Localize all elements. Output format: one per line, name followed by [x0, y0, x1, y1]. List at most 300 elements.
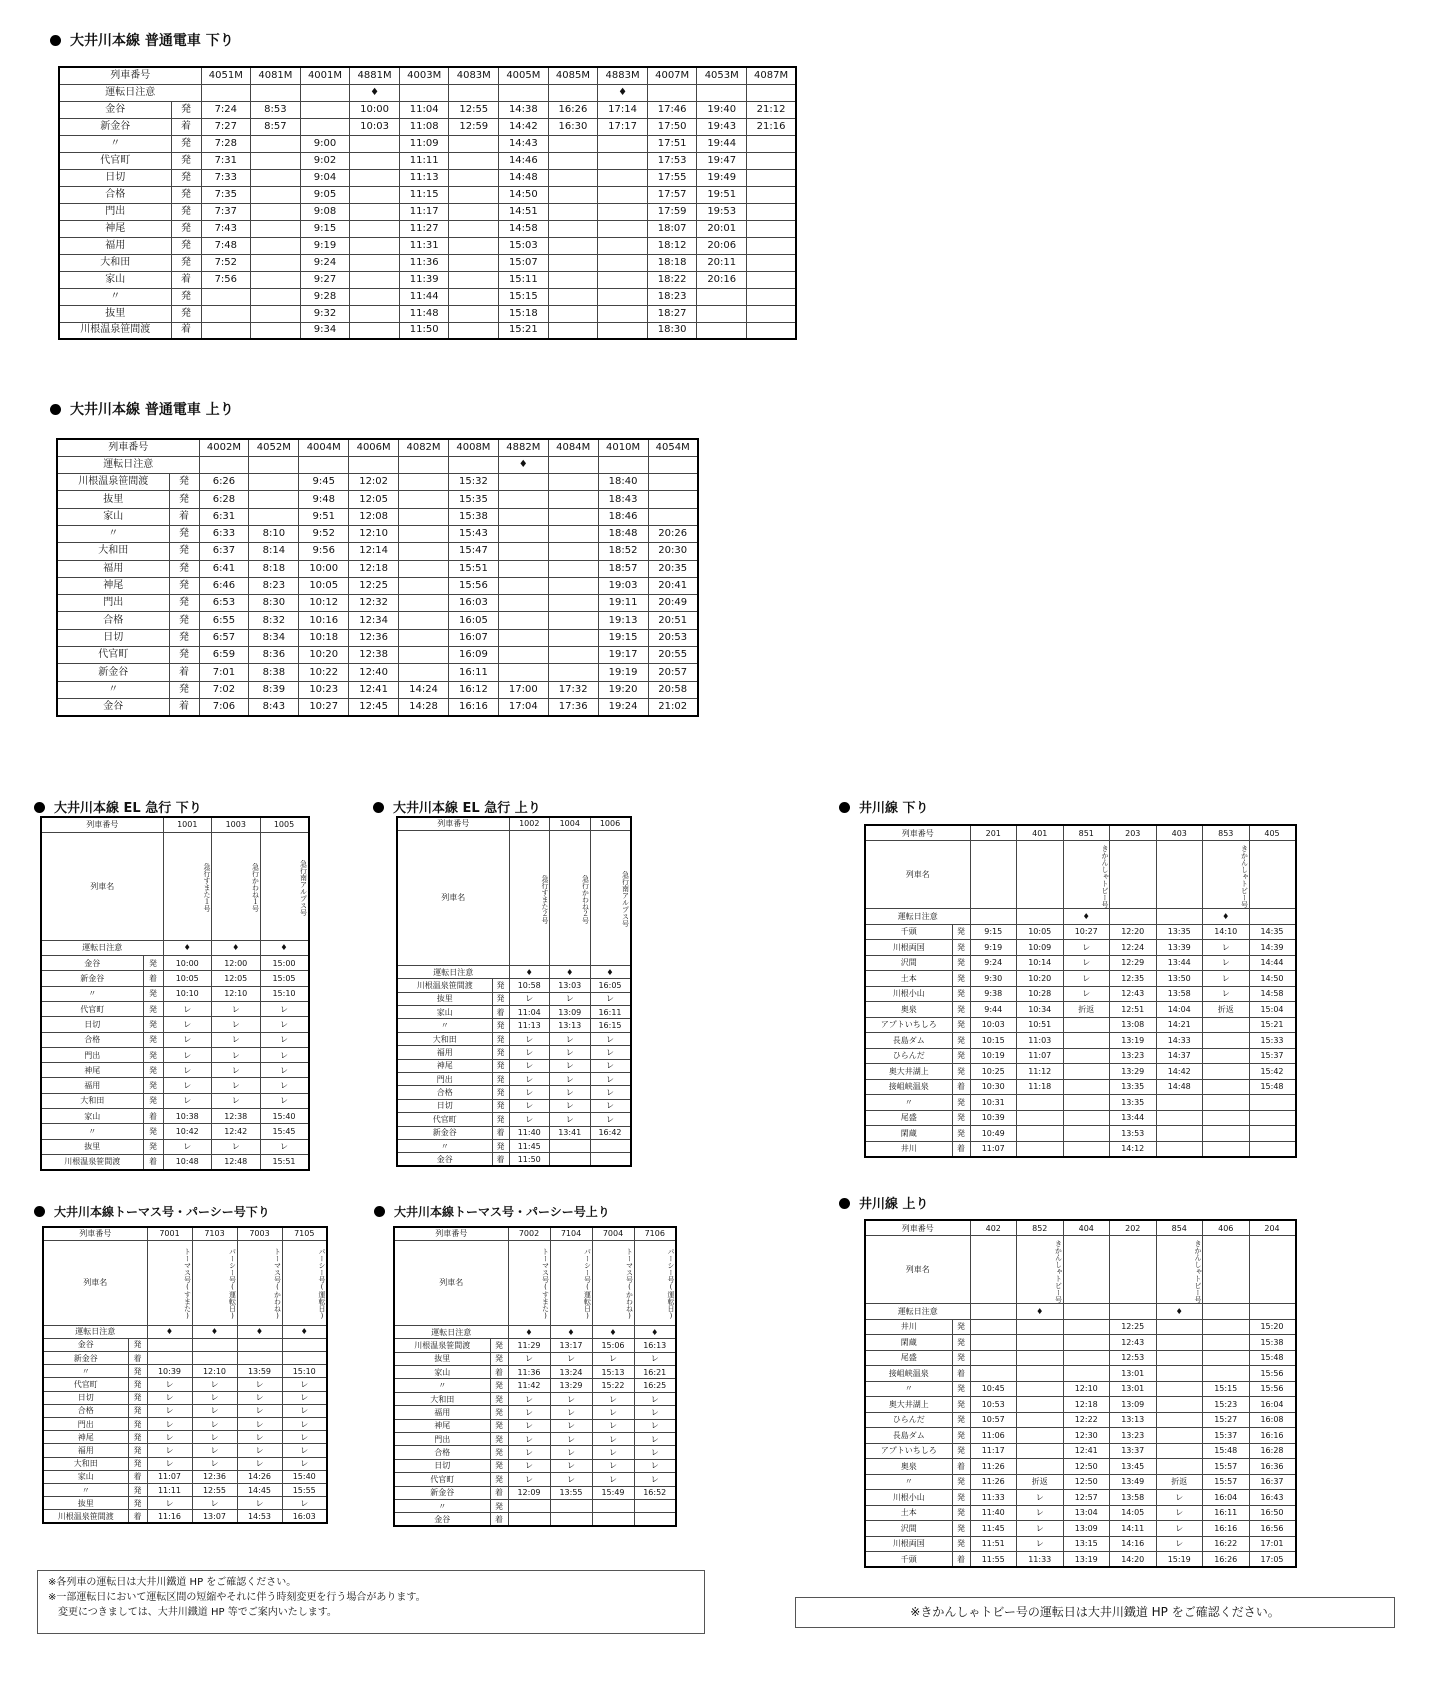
time-cell: 折返 [1063, 1002, 1110, 1018]
table-row [865, 1048, 1296, 1064]
time-cell: レ [550, 1059, 591, 1072]
time-cell: 10:20 [299, 647, 349, 664]
train-name [1249, 841, 1296, 909]
time-cell: 9:24 [970, 955, 1017, 971]
time-cell [1156, 1366, 1203, 1382]
time-cell: 10:39 [147, 1365, 192, 1378]
time-cell: 12:24 [1110, 940, 1157, 956]
time-cell: 13:03 [550, 979, 591, 992]
bullet-icon [50, 35, 61, 46]
station-name: 新金谷 [41, 971, 143, 986]
station-name: 〃 [59, 288, 171, 305]
arr-dep-mark: 発 [169, 560, 199, 577]
time-cell: 10:31 [970, 1095, 1017, 1111]
time-cell: 6:53 [199, 595, 249, 612]
time-cell: 18:57 [598, 560, 648, 577]
time-cell: 14:50 [499, 186, 549, 203]
empty-cell [499, 84, 549, 101]
time-cell: 7:06 [199, 698, 249, 715]
time-cell: 19:43 [697, 118, 747, 135]
time-cell: 13:01 [1110, 1381, 1157, 1397]
bullet-icon [839, 1198, 850, 1209]
time-cell: 16:56 [1249, 1521, 1296, 1537]
time-cell: 12:08 [349, 508, 399, 525]
table-row [41, 1124, 309, 1139]
time-cell [147, 1352, 192, 1365]
time-cell: 6:41 [199, 560, 249, 577]
time-cell: 12:32 [349, 595, 399, 612]
train-number: 401 [1017, 825, 1064, 841]
time-cell [399, 543, 449, 560]
table-row [41, 971, 309, 986]
time-cell: 11:08 [399, 118, 449, 135]
arr-dep-mark: 着 [128, 1510, 147, 1523]
time-cell: 16:26 [548, 101, 598, 118]
time-cell: 16:28 [1249, 1443, 1296, 1459]
time-cell: レ [147, 1431, 192, 1444]
time-cell [449, 271, 499, 288]
table-row [59, 135, 796, 152]
time-cell: 20:16 [697, 271, 747, 288]
time-cell: 15:56 [1249, 1366, 1296, 1382]
train-name: パーシー号(運転日) [634, 1240, 676, 1325]
day-note-header: 運転日注意 [865, 909, 970, 925]
time-cell: レ [163, 1139, 212, 1154]
time-cell: 13:37 [1110, 1443, 1157, 1459]
table-row [397, 992, 631, 1005]
time-cell: レ [1017, 1490, 1064, 1506]
time-cell: 17:55 [647, 169, 697, 186]
time-cell: 17:59 [647, 203, 697, 220]
time-cell: 12:20 [1110, 924, 1157, 940]
train-name: 急行南アルプス号 [590, 830, 631, 965]
time-cell: 15:56 [1249, 1381, 1296, 1397]
station-name: 神尾 [59, 220, 171, 237]
time-cell: レ [508, 1433, 550, 1446]
time-cell [449, 254, 499, 271]
time-cell: レ [282, 1418, 327, 1431]
day-note-header: 運転日注意 [43, 1325, 147, 1338]
arr-dep-mark: 着 [492, 1126, 509, 1139]
table-row [59, 322, 796, 339]
time-cell [1063, 1335, 1110, 1351]
time-cell: 12:41 [349, 681, 399, 698]
time-cell: 12:02 [349, 474, 399, 491]
time-cell [1063, 1095, 1110, 1111]
arr-dep-mark: 着 [169, 664, 199, 681]
time-cell [1156, 1095, 1203, 1111]
station-name: 金谷 [57, 698, 169, 715]
time-cell: レ [1063, 940, 1110, 956]
bullet-icon [373, 802, 384, 813]
time-cell: 15:57 [1203, 1459, 1250, 1475]
time-cell: 11:33 [1017, 1552, 1064, 1568]
time-cell: 10:18 [299, 629, 349, 646]
time-cell [747, 169, 797, 186]
arr-dep-mark: 発 [128, 1378, 147, 1391]
time-cell: レ [508, 1406, 550, 1419]
table-row [865, 1095, 1296, 1111]
time-cell: レ [260, 1078, 309, 1093]
time-cell: 16:05 [590, 979, 631, 992]
time-cell: 20:49 [648, 595, 698, 612]
table-row [865, 1002, 1296, 1018]
time-cell: 12:43 [1110, 1335, 1157, 1351]
arr-dep-mark: 発 [490, 1433, 508, 1446]
time-cell: 11:44 [399, 288, 449, 305]
time-cell [648, 474, 698, 491]
time-cell: 13:19 [1063, 1552, 1110, 1568]
time-cell: 9:32 [300, 305, 350, 322]
time-cell [548, 474, 598, 491]
train-number: 405 [1249, 825, 1296, 841]
time-cell: レ [590, 992, 631, 1005]
time-cell: レ [550, 1113, 591, 1126]
time-cell: 16:50 [1249, 1505, 1296, 1521]
station-name: 神尾 [41, 1063, 143, 1078]
time-cell: 11:07 [1017, 1048, 1064, 1064]
train-number: 1003 [212, 817, 261, 832]
train-number: 4006M [349, 439, 399, 456]
train-number: 4882M [498, 439, 548, 456]
train-number: 4883M [598, 67, 648, 84]
time-cell: 7:01 [199, 664, 249, 681]
arr-dep-mark: 着 [492, 1153, 509, 1166]
time-cell [598, 135, 648, 152]
time-cell [1156, 1381, 1203, 1397]
table-row [394, 1486, 676, 1499]
arr-dep-mark: 発 [143, 1032, 163, 1047]
time-cell: 12:00 [212, 956, 261, 971]
time-cell: 11:29 [508, 1339, 550, 1352]
station-name: 〃 [57, 525, 169, 542]
time-cell: レ [590, 1059, 631, 1072]
diamond-icon: ♦ [592, 1325, 634, 1338]
time-cell: 13:35 [1110, 1079, 1157, 1095]
time-cell [251, 322, 301, 339]
timetable-el-up [396, 816, 632, 1167]
time-cell [201, 305, 251, 322]
train-name: きかんしゃトビー号 [1017, 1236, 1064, 1304]
empty-cell [648, 456, 698, 473]
time-cell [970, 1350, 1017, 1366]
time-cell: 16:30 [548, 118, 598, 135]
table-row [397, 1019, 631, 1032]
time-cell [548, 647, 598, 664]
table-row [43, 1470, 327, 1483]
station-name: 福用 [43, 1444, 128, 1457]
time-cell: レ [1156, 1521, 1203, 1537]
section-title-local-up: 大井川本線 普通電車 上り [50, 399, 234, 419]
time-cell [590, 1139, 631, 1152]
arr-dep-mark: 発 [171, 135, 201, 152]
train-number: 4005M [499, 67, 549, 84]
time-cell: 12:38 [212, 1109, 261, 1124]
train-name: きかんしゃトビー号 [1063, 841, 1110, 909]
time-cell: 11:16 [147, 1510, 192, 1523]
station-name: 土本 [865, 971, 952, 987]
time-cell: 17:51 [647, 135, 697, 152]
time-cell [350, 237, 400, 254]
time-cell: レ [550, 1419, 592, 1432]
time-cell: 16:13 [634, 1339, 676, 1352]
station-name: 〃 [865, 1474, 952, 1490]
time-cell: レ [509, 1073, 550, 1086]
train-number: 854 [1156, 1220, 1203, 1236]
time-cell: 12:43 [1110, 986, 1157, 1002]
time-cell: 15:48 [1249, 1079, 1296, 1095]
time-cell: 折返 [1017, 1474, 1064, 1490]
time-cell: 8:23 [249, 577, 299, 594]
time-cell: 12:10 [349, 525, 399, 542]
time-cell: 13:45 [1110, 1459, 1157, 1475]
train-number: 7002 [508, 1227, 550, 1240]
station-name: 川根小山 [865, 986, 952, 1002]
train-number: 7003 [237, 1227, 282, 1240]
time-cell: レ [147, 1497, 192, 1510]
table-row [865, 1459, 1296, 1475]
train-number: 404 [1063, 1220, 1110, 1236]
time-cell: 15:10 [282, 1365, 327, 1378]
time-cell [598, 237, 648, 254]
table-row [865, 1505, 1296, 1521]
arr-dep-mark: 着 [492, 1006, 509, 1019]
station-name: 奥泉 [865, 1459, 952, 1475]
time-cell [634, 1513, 676, 1526]
time-cell: 12:30 [1063, 1428, 1110, 1444]
empty-cell [1249, 909, 1296, 925]
table-row [394, 1406, 676, 1419]
time-cell: 11:40 [970, 1505, 1017, 1521]
station-name: 川根温泉笹間渡 [397, 979, 492, 992]
arr-dep-mark: 発 [143, 1078, 163, 1093]
time-cell [548, 169, 598, 186]
table-row [394, 1339, 676, 1352]
arr-dep-mark: 発 [952, 1319, 970, 1335]
time-cell [1063, 1048, 1110, 1064]
time-cell [399, 612, 449, 629]
table-row [394, 1513, 676, 1526]
time-cell: レ [147, 1391, 192, 1404]
station-name: 合格 [41, 1032, 143, 1047]
time-cell: 10:39 [970, 1110, 1017, 1126]
time-cell: 13:19 [1110, 1033, 1157, 1049]
time-cell: 13:53 [1110, 1126, 1157, 1142]
time-cell [970, 1319, 1017, 1335]
time-cell: 10:16 [299, 612, 349, 629]
time-cell: 13:07 [192, 1510, 237, 1523]
station-name: 代官町 [57, 647, 169, 664]
arr-dep-mark: 発 [492, 1086, 509, 1099]
time-cell [1203, 1335, 1250, 1351]
time-cell [449, 203, 499, 220]
time-cell: 12:41 [1063, 1443, 1110, 1459]
time-cell [498, 664, 548, 681]
time-cell [251, 220, 301, 237]
time-cell [1017, 1443, 1064, 1459]
time-cell [1156, 1443, 1203, 1459]
day-note-row [865, 909, 1296, 925]
time-cell: レ [550, 1086, 591, 1099]
arr-dep-mark: 発 [128, 1497, 147, 1510]
header-row [865, 825, 1296, 841]
diamond-icon: ♦ [1156, 1304, 1203, 1320]
train-number: 7004 [592, 1227, 634, 1240]
time-cell: 11:17 [970, 1443, 1017, 1459]
time-cell: レ [590, 1046, 631, 1059]
time-cell [598, 169, 648, 186]
time-cell [548, 612, 598, 629]
table-row [57, 543, 698, 560]
time-cell: レ [1017, 1505, 1064, 1521]
header-row [865, 1220, 1296, 1236]
arr-dep-mark: 発 [171, 288, 201, 305]
time-cell: 16:42 [590, 1126, 631, 1139]
station-name: 尾盛 [865, 1350, 952, 1366]
station-name: 福用 [41, 1078, 143, 1093]
time-cell: 15:21 [499, 322, 549, 339]
time-cell [399, 508, 449, 525]
time-cell: レ [1156, 1505, 1203, 1521]
arr-dep-mark: 発 [143, 1017, 163, 1032]
time-cell: 20:01 [697, 220, 747, 237]
table-row [397, 1032, 631, 1045]
arr-dep-mark: 発 [952, 940, 970, 956]
time-cell: レ [237, 1431, 282, 1444]
station-name: 大和田 [397, 1032, 492, 1045]
time-cell: 15:04 [1249, 1002, 1296, 1018]
time-cell: 12:10 [212, 986, 261, 1001]
station-name: 家山 [394, 1366, 490, 1379]
table-row [59, 220, 796, 237]
empty-cell [1110, 909, 1157, 925]
bullet-icon [34, 802, 45, 813]
time-cell: レ [592, 1459, 634, 1472]
time-cell: 7:56 [201, 271, 251, 288]
time-cell: 12:55 [192, 1483, 237, 1496]
station-name: 井川 [865, 1141, 952, 1157]
time-cell [648, 508, 698, 525]
time-cell: レ [237, 1418, 282, 1431]
time-cell: 19:19 [598, 664, 648, 681]
time-cell: レ [508, 1459, 550, 1472]
time-cell: 9:56 [299, 543, 349, 560]
timetable-el-down [40, 816, 310, 1171]
train-name: パーシー号(運転日) [192, 1240, 237, 1325]
time-cell [548, 629, 598, 646]
table-row [59, 271, 796, 288]
time-cell: 14:43 [499, 135, 549, 152]
table-row [865, 1079, 1296, 1095]
header-row [397, 817, 631, 830]
time-cell [697, 305, 747, 322]
time-cell: 12:35 [1110, 971, 1157, 987]
time-cell: レ [634, 1473, 676, 1486]
time-cell: 7:37 [201, 203, 251, 220]
time-cell: 9:08 [300, 203, 350, 220]
time-cell: 13:09 [550, 1006, 591, 1019]
time-cell: レ [592, 1392, 634, 1405]
train-number: 4053M [697, 67, 747, 84]
table-row [57, 612, 698, 629]
empty-cell [349, 456, 399, 473]
table-row [59, 305, 796, 322]
time-cell: 15:40 [282, 1470, 327, 1483]
station-name: 大和田 [59, 254, 171, 271]
time-cell: 14:42 [499, 118, 549, 135]
empty-cell [1110, 1304, 1157, 1320]
time-cell: 11:06 [970, 1428, 1017, 1444]
time-cell [1017, 1366, 1064, 1382]
station-name: 合格 [394, 1446, 490, 1459]
station-name: 門出 [57, 595, 169, 612]
time-cell: レ [212, 1063, 261, 1078]
train-name-row [865, 841, 1296, 909]
empty-cell [251, 84, 301, 101]
time-cell: レ [163, 1093, 212, 1108]
arr-dep-mark: 発 [952, 1381, 970, 1397]
empty-cell [448, 456, 498, 473]
arr-dep-mark: 発 [490, 1446, 508, 1459]
section-title-el-down: 大井川本線 EL 急行 下り [34, 797, 202, 816]
time-cell: 14:51 [499, 203, 549, 220]
station-name: 〃 [394, 1499, 490, 1512]
time-cell [399, 629, 449, 646]
train-name-row [43, 1240, 327, 1325]
time-cell: 12:25 [1110, 1319, 1157, 1335]
time-cell: 10:42 [163, 1124, 212, 1139]
time-cell [747, 254, 797, 271]
time-cell: レ [282, 1404, 327, 1417]
time-cell: レ [192, 1418, 237, 1431]
time-cell: 16:16 [1203, 1521, 1250, 1537]
time-cell: 8:39 [249, 681, 299, 698]
station-name: 神尾 [397, 1059, 492, 1072]
table-row [43, 1431, 327, 1444]
empty-cell [1156, 909, 1203, 925]
time-cell: 15:57 [1203, 1474, 1250, 1490]
time-cell: レ [260, 1047, 309, 1062]
arr-dep-mark: 発 [952, 1443, 970, 1459]
table-row [394, 1499, 676, 1512]
time-cell [550, 1499, 592, 1512]
notes-box-right: ※きかんしゃトビー号の運転日は大井川鐵道 HP をご確認ください。 [795, 1597, 1395, 1628]
time-cell: レ [163, 1017, 212, 1032]
arr-dep-mark: 着 [952, 1141, 970, 1157]
table-row [397, 1113, 631, 1126]
arr-dep-mark: 発 [952, 1505, 970, 1521]
time-cell: レ [212, 1001, 261, 1016]
time-cell: 11:03 [1017, 1033, 1064, 1049]
train-number: 402 [970, 1220, 1017, 1236]
station-name: 奥泉 [865, 1002, 952, 1018]
station-name: 井川 [865, 1319, 952, 1335]
table-row [394, 1366, 676, 1379]
station-name: 〃 [41, 986, 143, 1001]
time-cell: 10:23 [299, 681, 349, 698]
table-row [865, 1141, 1296, 1157]
table-row [57, 664, 698, 681]
arr-dep-mark: 発 [128, 1431, 147, 1444]
time-cell: レ [282, 1431, 327, 1444]
time-cell [399, 577, 449, 594]
section-title-local-down: 大井川本線 普通電車 下り [50, 30, 234, 50]
arr-dep-mark: 発 [952, 1110, 970, 1126]
time-cell [747, 220, 797, 237]
table-row [41, 986, 309, 1001]
time-cell: 18:07 [647, 220, 697, 237]
time-cell: レ [260, 1063, 309, 1078]
